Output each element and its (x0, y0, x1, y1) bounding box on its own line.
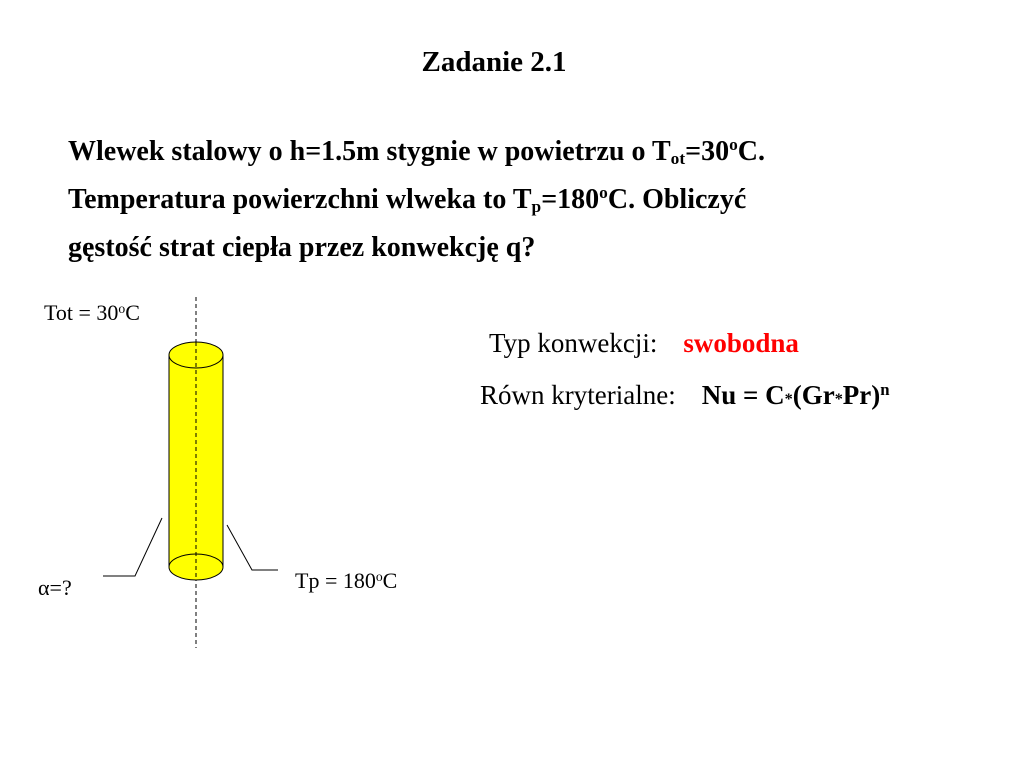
criterion-equation (702, 380, 890, 410)
tp-label (295, 568, 397, 594)
convection-type-value: swobodna (683, 328, 799, 358)
tp-label-text: Tp = 180 (295, 568, 376, 593)
criterion-equation-label: Równ kryterialne: (480, 380, 676, 410)
equation-asterisk: * (834, 390, 843, 408)
degree-superscript: o (375, 568, 383, 584)
equation-part-nu-c: Nu = C (701, 380, 785, 410)
alpha-leader-line (103, 518, 162, 576)
tot-label-text: Tot = 30 (44, 300, 119, 325)
celsius-unit: C. (737, 136, 766, 167)
degree-superscript: o (118, 300, 126, 316)
problem-line-2-tail: C. Obliczyć (607, 184, 747, 215)
criterion-equation-row (480, 380, 890, 411)
equation-exponent: n (880, 379, 890, 399)
convection-type-row (489, 328, 799, 359)
tp-leader-line (227, 525, 278, 570)
t-p-subscript: p (531, 197, 542, 217)
problem-line-2-text: Temperatura powierzchni wlweka to T (68, 184, 532, 215)
equation-part-pr: Pr) (842, 380, 881, 410)
t-ot-subscript: ot (670, 149, 686, 169)
celsius-unit: C (382, 568, 398, 593)
convection-type-label: Typ konwekcji: (489, 328, 658, 358)
equation-asterisk: * (784, 390, 793, 408)
alpha-label-text: =? (49, 575, 72, 600)
t-p-value: =180 (541, 184, 600, 215)
t-ot-value: =30 (685, 136, 730, 167)
slide-title: Zadanie 2.1 (421, 46, 567, 78)
tot-label (44, 300, 140, 326)
problem-line-3: gęstość strat ciepła przez konwekcję q? (68, 232, 536, 263)
alpha-label (38, 575, 72, 601)
degree-superscript: o (729, 135, 738, 155)
alpha-symbol: α (38, 575, 50, 600)
degree-superscript: o (599, 183, 608, 203)
problem-line-1-text: Wlewek stalowy o h=1.5m stygnie w powietrzu o T (68, 136, 671, 167)
equation-part-gr: (Gr (792, 380, 835, 410)
celsius-unit: C (125, 300, 140, 325)
